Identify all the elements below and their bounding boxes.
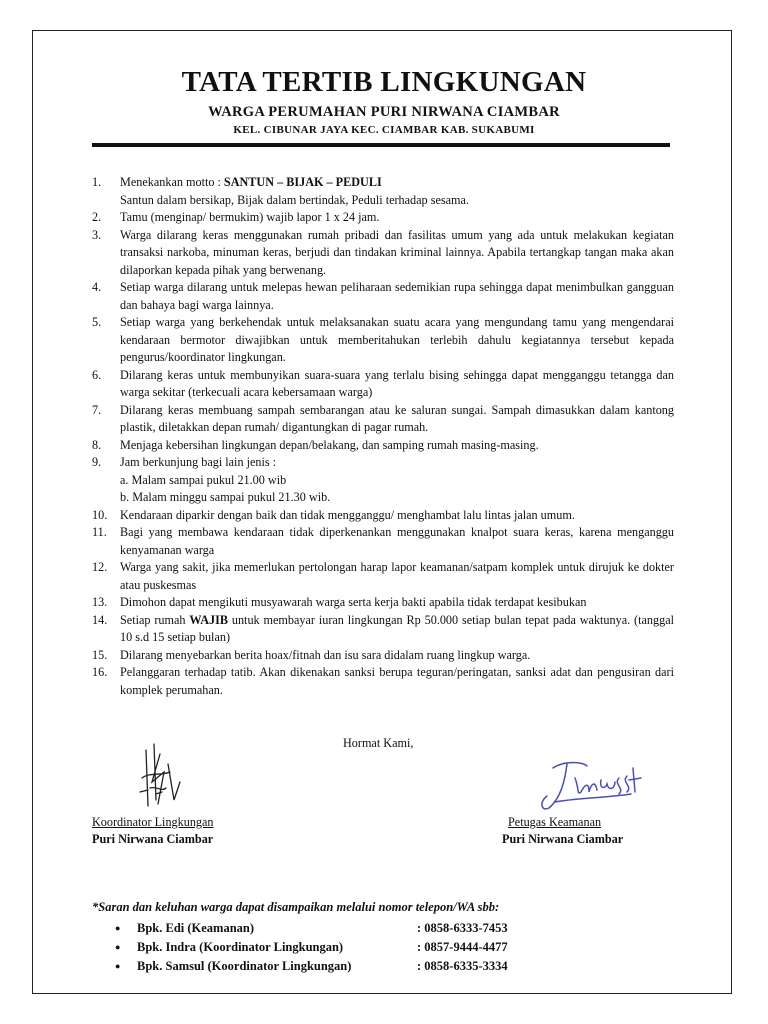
rule-text — [120, 559, 674, 594]
rule-text — [120, 664, 674, 699]
rule-item — [92, 227, 674, 280]
right-signer-role: Petugas Keamanan — [508, 815, 602, 829]
left-signature-image — [130, 742, 190, 814]
rule-body: Kendaraan diparkir dengan baik dan tidak mengganggu/ menghambat lalu lintas jalan umum. — [120, 507, 575, 522]
contact-note: *Saran dan keluhan warga dapat disampaikan melalui nomor telepon/WA sbb: — [92, 900, 500, 914]
rule-text — [120, 402, 674, 437]
rule-subline: b. Malam minggu sampai pukul 21.30 wib. — [120, 490, 331, 504]
contact-row — [115, 919, 508, 938]
rule-body: Setiap warga yang berkehendak untuk melaksanakan suatu acara yang mengundang tamu yang mengendarai kendaraan bermotor diwajibkan untuk memberitahukan terlebih dahulu kegiatannya tersebut kepada pengurus/koordinator lingkungan. — [120, 315, 674, 364]
rule-body: Dilarang keras untuk membunyikan suara-suara yang terlalu bising sehingga dapat mengganggu tetangga dan warga sekitar (terkecuali acara kebersamaan warga) — [120, 367, 674, 399]
closing-text: Hormat Kami, — [343, 736, 414, 750]
contact-name: Bpk. Edi (Keamanan) — [137, 921, 255, 935]
rule-item — [92, 507, 674, 525]
contact-phone: : 0858-6335-3334 — [417, 959, 508, 973]
rule-text — [120, 367, 674, 402]
rule-number: 7. — [92, 402, 102, 417]
contact-row — [115, 938, 508, 957]
rule-body: Warga yang sakit, jika memerlukan pertolongan harap lapor keamanan/satpam komplek untuk dirujuk ke dokter atau puskesmas — [120, 560, 674, 592]
rule-tail: untuk membayar iuran lingkungan Rp 50.000 setiap bulan tepat pada waktunya. (tanggal 10 s.d 15 setiap bulan) — [120, 612, 674, 644]
rule-subline: a. Malam sampai pukul 21.00 wib — [120, 472, 287, 487]
rule-number: 9. — [92, 455, 102, 469]
rule-text — [120, 227, 674, 280]
right-signer-org: Puri Nirwana Ciambar — [502, 832, 624, 846]
document-address: KEL. CIBUNAR JAYA KEC. CIAMBAR KAB. SUKABUMI — [233, 124, 535, 136]
rule-body: Dilarang menyebarkan berita hoax/fitnah dan isu sara didalam ruang lingkup warga. — [120, 647, 531, 662]
rule-item — [92, 559, 674, 594]
rule-body: Menjaga kebersihan lingkungan depan/belakang, dan samping rumah masing-masing. — [120, 437, 539, 452]
rule-body: Setiap warga dilarang untuk melepas hewan peliharaan sedemikian rupa sehingga dapat menimbulkan gangguan dan bahaya bagi warga lainnya. — [120, 280, 674, 312]
document-subtitle: WARGA PERUMAHAN PURI NIRWANA CIAMBAR — [208, 104, 560, 120]
rule-item — [92, 612, 674, 647]
rule-text — [120, 174, 674, 209]
rule-body: Tamu (menginap/ bermukim) wajib lapor 1 x 24 jam. — [120, 210, 380, 224]
rule-number: 10. — [92, 507, 108, 522]
rule-number: 1. — [92, 175, 102, 189]
header-divider — [92, 143, 670, 147]
right-signer-block — [502, 814, 623, 848]
rule-text — [120, 507, 674, 525]
rule-number: 5. — [92, 315, 102, 329]
rule-body: Dimohon dapat mengikuti musyawarah warga serta kerja bakti apabila tidak terdapat kesibukan — [120, 595, 587, 609]
contact-row — [115, 957, 508, 976]
rule-text — [120, 612, 674, 647]
rule-text — [120, 209, 674, 227]
bullet-icon: ● — [115, 942, 121, 952]
right-signature-image — [535, 758, 645, 818]
rule-item — [92, 524, 674, 559]
rule-body: Warga dilarang keras menggunakan rumah pribadi dan fasilitas umum yang ada untuk melakukan kegiatan transaksi narkoba, minuman keras, berjudi dan tindakan kriminal lainnya. Apabila tertangkap tangan maka akan dilaporkan kepada pihak yang berwenang. — [120, 227, 674, 277]
rule-lead: Menekankan motto : — [120, 175, 224, 189]
rule-item — [92, 437, 674, 455]
rule-item — [92, 454, 674, 507]
rule-item — [92, 279, 674, 314]
rule-body: Pelanggaran terhadap tatib. Akan dikenakan sanksi berupa teguran/peringatan, sanksi adat dan pengusiran dari komplek perumahan. — [120, 665, 674, 697]
document-title: TATA TERTIB LINGKUNGAN — [181, 66, 587, 98]
rule-text — [120, 437, 674, 455]
left-signer-block — [92, 814, 214, 848]
rule-text — [120, 524, 674, 559]
rule-item — [92, 402, 674, 437]
left-signer-role: Koordinator Lingkungan — [92, 815, 214, 829]
contact-name: Bpk. Samsul (Koordinator Lingkungan) — [137, 959, 352, 973]
rule-item — [92, 174, 674, 209]
rule-number: 2. — [92, 210, 102, 224]
rule-number: 12. — [92, 560, 108, 574]
rule-item — [92, 367, 674, 402]
rule-number: 16. — [92, 665, 108, 679]
rule-number: 15. — [92, 647, 108, 662]
bullet-icon: ● — [115, 961, 121, 971]
rule-lead: Setiap rumah — [120, 612, 190, 627]
rule-emphasis: SANTUN – BIJAK – PEDULI — [223, 175, 382, 189]
rule-number: 11. — [92, 525, 107, 539]
rule-body: Bagi yang membawa kendaraan tidak diperkenankan menggunakan knalpot suara keras, karena menganggu kenyamanan warga — [120, 525, 674, 557]
rule-subline: Santun dalam bersikap, Bijak dalam bertindak, Peduli terhadap sesama. — [120, 192, 469, 207]
left-signer-org: Puri Nirwana Ciambar — [92, 832, 214, 846]
rule-text — [120, 594, 674, 612]
contact-phone: : 0858-6333-7453 — [417, 921, 508, 935]
rule-number: 8. — [92, 437, 102, 452]
contact-name: Bpk. Indra (Koordinator Lingkungan) — [137, 940, 344, 954]
rule-item — [92, 209, 674, 227]
rule-number: 13. — [92, 595, 108, 609]
contact-list — [115, 919, 508, 976]
rule-text — [120, 454, 674, 507]
rule-item — [92, 647, 674, 665]
rule-number: 4. — [92, 280, 102, 294]
rule-number: 3. — [92, 227, 102, 242]
rule-item — [92, 314, 674, 367]
rule-number: 14. — [92, 612, 108, 627]
rule-body: Dilarang keras membuang sampah sembarangan atau ke saluran sungai. Sampah dimasukkan dalam kantong plastik, diletakkan depan rumah/ digantungkan di pagar rumah. — [120, 402, 674, 434]
rule-text — [120, 314, 674, 367]
rule-text — [120, 647, 674, 665]
rule-item — [92, 594, 674, 612]
rules-list — [92, 174, 674, 699]
rule-item — [92, 664, 674, 699]
rule-text — [120, 279, 674, 314]
rule-emphasis: WAJIB — [189, 612, 228, 627]
rule-body: Jam berkunjung bagi lain jenis : — [120, 455, 277, 469]
contact-phone: : 0857-9444-4477 — [417, 940, 508, 954]
bullet-icon: ● — [115, 923, 121, 933]
rule-number: 6. — [92, 367, 102, 382]
